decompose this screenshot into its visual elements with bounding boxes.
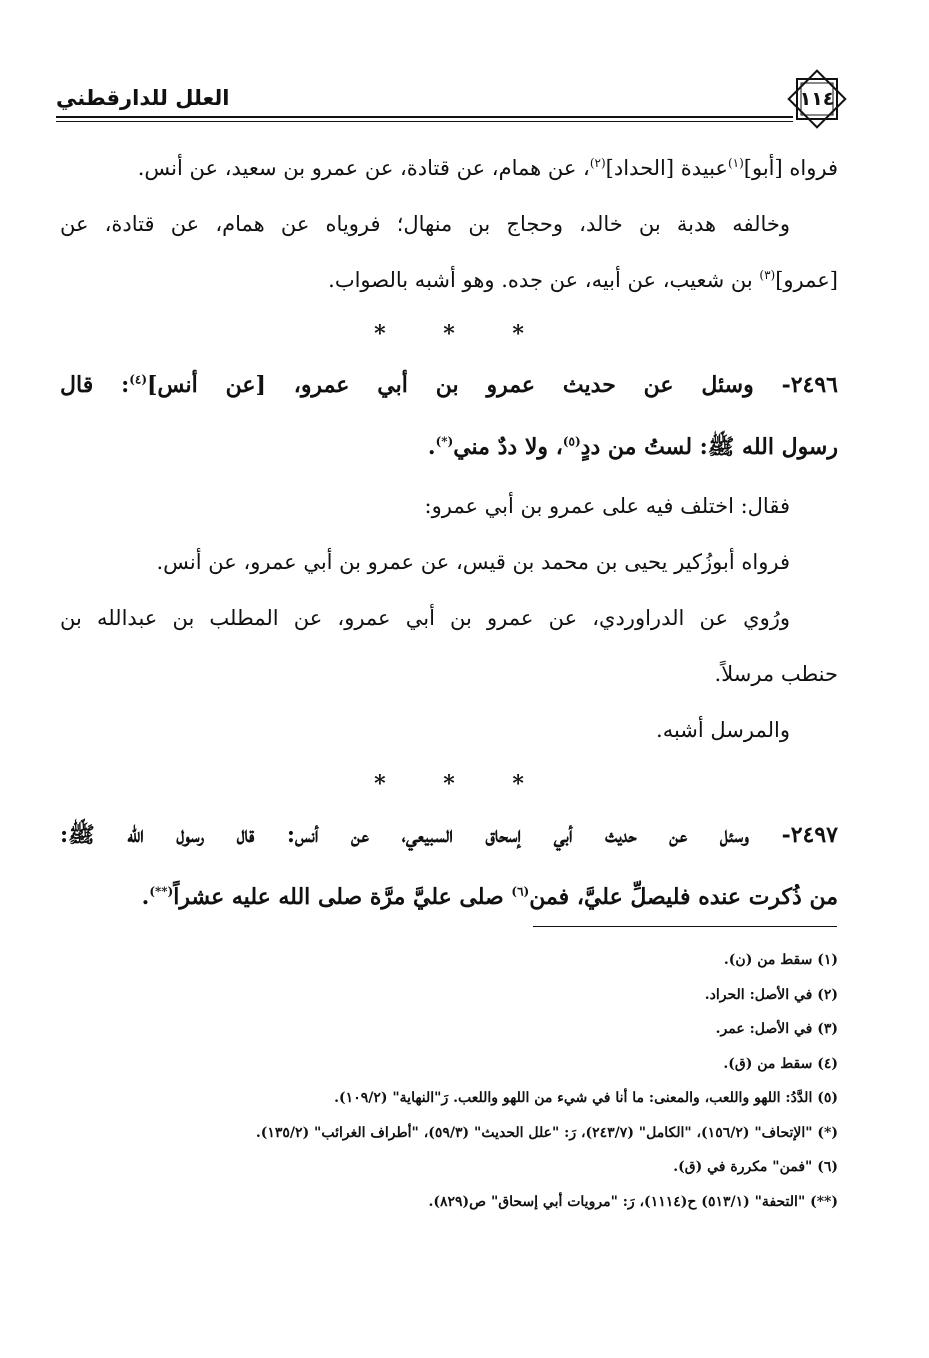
header-rule-thin xyxy=(56,121,793,122)
footnote: (*) "الإتحاف" (١٥٦/٢)، "الكامل" (٢٤٣/٧)، رَ: "علل الحديث" (٥٩/٣)، "أطراف الغرائب" (١٣٥/٢). xyxy=(255,1124,838,1141)
text-line: والمرسل أشبه. xyxy=(656,718,790,742)
footnote: (٦) "فمن" مكررة في (ق). xyxy=(673,1159,838,1175)
section-separator: * * * xyxy=(374,771,524,797)
section-separator: * * * xyxy=(374,321,524,347)
entry-heading-2496: ٢٤٩٦- وسئل عن حديث عمرو بن أبي عمرو، [عن أنس]$^{(٤)}$: قال xyxy=(60,372,838,398)
footnotes xyxy=(60,943,838,1219)
text-line: حنطب مرسلاً. xyxy=(714,662,838,686)
text-line: وخالفه هدبة بن خالد، وحجاج بن منهال؛ فروياه عن همام، عن قتادة، عن xyxy=(60,212,790,236)
footnote: (**) "التحفة" (٥١٣/١) ح(١١١٤)، رَ: "مرويات أبي إسحاق" ص(٨٢٩). xyxy=(428,1193,838,1210)
footnote: (٣) في الأصل: عمر. xyxy=(715,1021,838,1037)
entry-heading-2497: ٢٤٩٧- وسئل عن حديث أبي إسحاق السبيعي، عن أنس: قال رسول الله ﷺ: xyxy=(60,822,838,848)
footnote: (٢) في الأصل: الحراد. xyxy=(704,986,838,1003)
text-line: [عمرو]$^{(٣)}$ بن شعيب، عن أبيه، عن جده. وهو أشبه بالصواب. xyxy=(328,268,838,292)
entry-heading-2496-cont: رسول الله ﷺ: لستُ من ددٍ$^{(٥)}$، ولا ددٌ مني(*). xyxy=(427,434,838,460)
text-line: فرواه [أبو]$^{(١)}$عبيدة [الحداد]$^{(٢)}$، عن همام، عن قتادة، عن عمرو بن سعيد، عن أنس. xyxy=(137,156,838,180)
text-line: فقال: اختلف فيه على عمرو بن أبي عمرو: xyxy=(424,494,790,518)
running-title: العلل للدارقطني xyxy=(56,86,230,110)
footnote: (١) سقط من (ن). xyxy=(723,952,838,968)
footnote-rule xyxy=(533,926,837,927)
page-number: ١١٤ xyxy=(799,88,835,110)
header-rule xyxy=(56,116,793,118)
text-line: فرواه أبوزُكير يحيى بن محمد بن قيس، عن عمرو بن أبي عمرو، عن أنس. xyxy=(156,550,790,574)
footnote: (٤) سقط من (ق). xyxy=(723,1055,838,1072)
footnote: (٥) الدَّدُ: اللهو واللعب، والمعنى: ما أنا في شيء من اللهو واللعب. رَ"النهاية" (١٠٩/٢). xyxy=(334,1090,838,1106)
main-text xyxy=(60,140,838,928)
entry-heading-2497-cont: من ذُكرت عنده فليصلِّ عليَّ، فمن$^{(٦)}$ صلى عليَّ مرَّة صلى الله عليه عشراً(**). xyxy=(141,884,838,910)
text-line: ورُوي عن الدراوردي، عن عمرو بن أبي عمرو، عن المطلب بن عبدالله بن xyxy=(60,606,790,630)
